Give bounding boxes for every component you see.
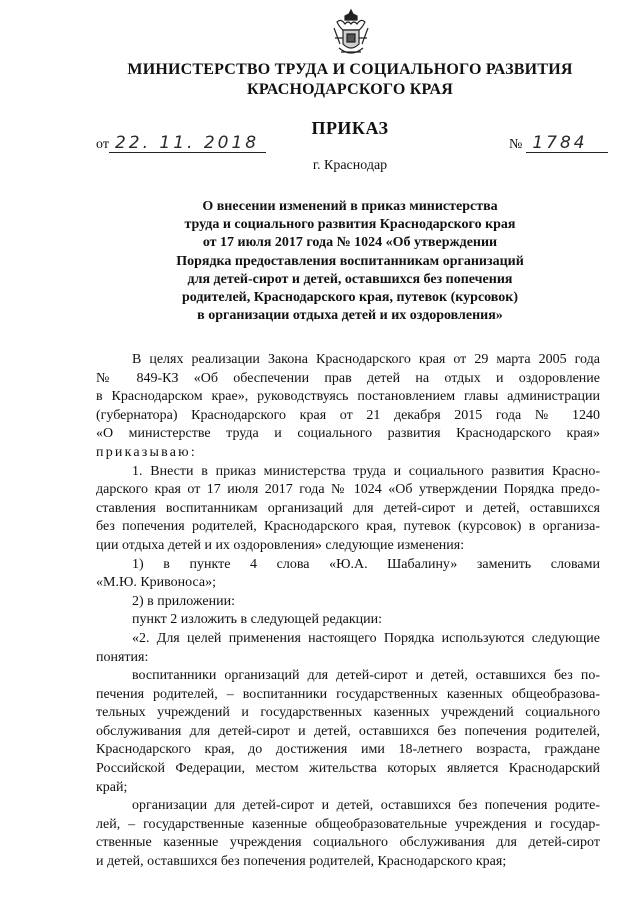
subject-line: О внесении изменений в приказ министерства [202,199,498,214]
body-line: ставления воспитанникам организаций для детей-сирот и детей, оставшихся [96,500,600,516]
body-line: край; [96,779,128,795]
body-line: 2) в приложении: [132,593,235,609]
body-line: «2. Для целей применения настоящего Порядка используются следующие [132,630,600,646]
body-line: и детей, оставшихся без попечения родителей, Краснодарского края; [96,854,507,870]
ministry-name-line-1: МИНИСТЕРСТВО ТРУДА И СОЦИАЛЬНОГО РАЗВИТИЯ [127,61,573,78]
subject-line: от 17 июля 2017 года № 1024 «Об утверждении [202,235,498,251]
subject-line: для детей-сирот и детей, оставшихся без попечения [187,271,513,287]
body-line: 1. Внести в приказ министерства труда и социального развития Красно- [132,463,600,479]
body-line: тельных учреждений и государственных казенных учреждений социального [96,705,600,721]
body-line: печения родителей, – воспитанники государственных казенных общеобразова- [96,686,600,702]
date-prefix: от [96,137,109,152]
subject-line: родителей, Краснодарского края, путевок (курсовок) [181,290,519,306]
document-type-title: ПРИКАЗ [311,118,389,138]
body-line: обслуживания для детей-сирот и детей, оставшихся без попечения родителей, [96,723,600,739]
body-line: 1) в пункте 4 слова «Ю.А. Шабалину» заменить словами [132,556,600,572]
date-field [96,134,266,153]
body-line: дарского края от 17 июля 2017 года № 1024 «Об утверждении Порядка предо- [96,482,600,498]
number-prefix: № [509,137,523,152]
subject-line: Порядка предоставления воспитанникам организаций [176,253,524,269]
body-line: без попечения родителей, Краснодарского края, путевок (курсовок) в организа- [96,519,600,535]
body-line: № 849-КЗ «Об обеспечении прав детей на отдых и оздоровление [96,370,600,386]
body-line: «М.Ю. Кривоноса»; [96,575,217,591]
body-line: воспитанники организаций для детей-сирот и детей, оставшихся без по- [132,668,600,684]
body-line: ственные казенные учреждения социального обслуживания для детей-сирот [96,835,600,851]
body-line: пункт 2 изложить в следующей редакции: [132,612,382,628]
body-line: «О министерстве труда и социального развития Краснодарского края» [96,426,600,442]
body-line: Российской Федерации, местом жительства которых является Краснодарский [96,761,600,777]
number-field [509,134,608,153]
coat-of-arms-emblem [331,8,371,60]
city-line: г. Краснодар [312,158,388,173]
body-line: Краснодарского края, до достижения ими 18-летнего возраста, граждане [96,742,600,758]
order-subject [30,198,640,325]
body-line: в Краснодарском крае», руководствуясь постановлением главы администрации [96,389,600,405]
ministry-name-line-2: КРАСНОДАРСКОГО КРАЯ [247,81,453,98]
body-line: ции отдыха детей и их оздоровления» следующие изменения: [96,537,465,553]
subject-line: в организации отдыха детей и их оздоровления» [197,308,503,324]
body-line: (губернатора) Краснодарского края от 21 декабря 2015 года № 1240 [96,407,600,423]
handwritten-date: 22. 11. 2018 [109,134,266,153]
body-line: организации для детей-сирот и детей, оставшихся без попечения родите- [132,798,600,814]
handwritten-number: 1784 [526,134,608,153]
body-line: понятия: [96,649,149,665]
order-body [96,351,600,872]
subject-line: труда и социального развития Краснодарского края [184,217,516,233]
body-line: лей, – государственные казенные общеобразовательные учреждения и государ- [96,816,600,832]
body-line: В целях реализации Закона Краснодарского края от 29 марта 2005 года [132,352,600,367]
body-line-order-verb: приказываю: [96,444,197,460]
